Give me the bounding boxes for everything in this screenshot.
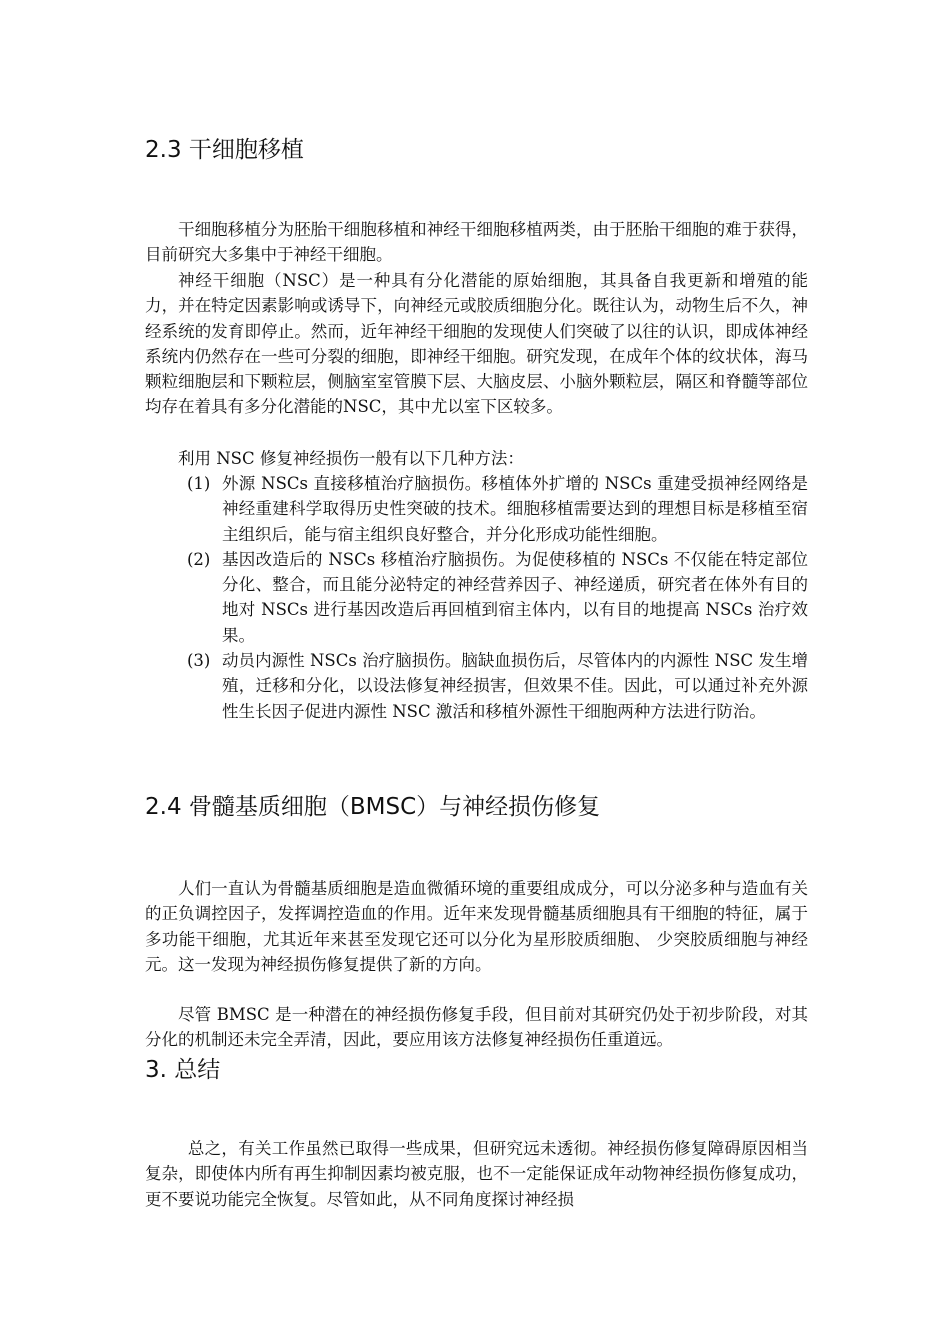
list-item-number: (3) [187,651,211,671]
list-item-text: 基因改造后的 NSCs 移植治疗脑损伤。为促使移植的 NSCs 不仅能在特定部位分化、整合，而且能分泌特定的神经营养因子、神经递质，研究者在体外有目的地对 NSCs 进行基因改造后再回植到宿主体内，以有目的地提高 NSCs 治疗效果。 [222,549,808,645]
list-item-text: 外源 NSCs 直接移植治疗脑损伤。移植体外扩增的 NSCs 重建受损神经网络是神经重建科学取得历史性突破的技术。细胞移植需要达到的理想目标是移植至宿主组织后，能与宿主组织良好整合，并分化形成功能性细胞。 [222,474,808,544]
list-item-number: (2) [187,549,211,569]
paragraph-stem-cell-transplant-intro: 干细胞移植分为胚胎干细胞移植和神经干细胞移植两类，由于胚胎干细胞的难于获得，目前研究大多集中于神经干细胞。 [145,220,808,265]
section-heading-3: 3. 总结 [145,1057,221,1083]
list-item [145,648,808,724]
paragraph-summary: 总之，有关工作虽然已取得一些成果，但研究远未透彻。神经损伤修复障碍原因相当复杂，即使体内所有再生抑制因素均被克服，也不一定能保证成年动物神经损伤修复成功，更不要说功能完全恢复。尽管如此，从不同角度探讨神经损 [145,1139,808,1209]
list-item [145,547,808,648]
list-item-text: 动员内源性 NSCs 治疗脑损伤。脑缺血损伤后，尽管体内的内源性 NSC 发生增殖，迁移和分化，以设法修复神经损害，但效果不佳。因此，可以通过补充外源性生长因子促进内源性 NSC 激活和移植外源性干细胞两种方法进行防治。 [222,651,808,721]
list-item [145,471,808,547]
paragraph-nsc-description: 神经干细胞（NSC）是一种具有分化潜能的原始细胞，其具备自我更新和增殖的能力，并在特定因素影响或诱导下，向神经元或胶质细胞分化。既往认为，动物生后不久，神经系统的发育即停止。然而，近年神经干细胞的发现使人们突破了以往的认识，即成体神经系统内仍然存在一些可分裂的细胞，即神经干细胞。研究发现，在成年个体的纹状体，海马颗粒细胞层和下颗粒层，侧脑室室管膜下层、大脑皮层、小脑外颗粒层，隔区和脊髓等部位均存在着具有多分化潜能的NSC，其中尤以室下区较多。 [145,271,808,417]
section-heading-2-4: 2.4 骨髓基质细胞（BMSC）与神经损伤修复 [145,794,601,820]
paragraph-bmsc-description: 人们一直认为骨髓基质细胞是造血微循环境的重要组成成分，可以分泌多种与造血有关的正负调控因子，发挥调控造血的作用。近年来发现骨髓基质细胞具有干细胞的特征，属于多功能干细胞，尤其近年来甚至发现它还可以分化为星形胶质细胞、 少突胶质细胞与神经元。这一发现为神经损伤修复提供了新的方向。 [145,879,808,974]
methods-list [145,471,808,724]
list-item-number: (1) [187,474,211,493]
section-heading-2-3: 2.3 干细胞移植 [145,137,304,163]
paragraph-nsc-methods-intro: 利用 NSC 修复神经损伤一般有以下几种方法： [178,449,524,468]
paragraph-bmsc-outlook: 尽管 BMSC 是一种潜在的神经损伤修复手段，但目前对其研究仍处于初步阶段，对其分化的机制还未完全弄清，因此，要应用该方法修复神经损伤任重道远。 [145,1005,808,1050]
